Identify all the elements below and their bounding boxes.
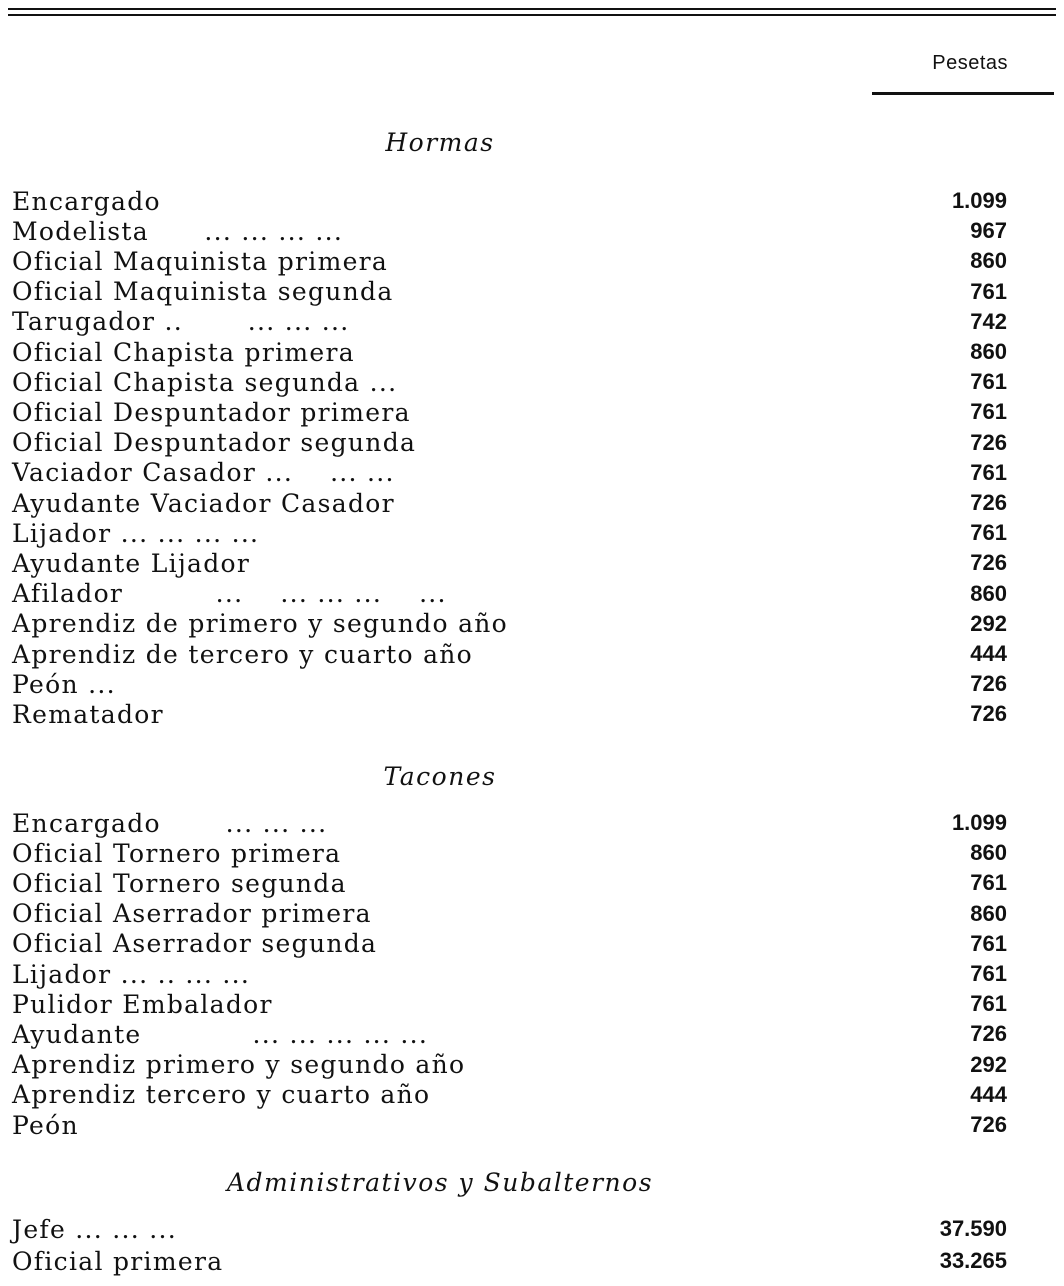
table-row [12,1080,1007,1110]
job-title: Ayudante ... ... ... ... ... [12,1019,429,1049]
table-row [12,929,1007,959]
job-title: Oficial Maquinista primera [12,246,389,276]
salary-value: 444 [970,1081,1007,1107]
job-title: Tarugador .. ... ... ... [12,307,350,337]
job-title: Afilador ... ... ... ... ... [12,579,447,609]
table-row [12,397,1007,427]
table-row [12,609,1007,639]
salary-value: 742 [970,308,1007,334]
salary-value: 292 [970,1051,1007,1077]
job-title: Encargado ... ... ... [12,808,328,838]
job-title: Oficial Chapista segunda ... [12,367,398,397]
table-row [12,548,1007,578]
table-row [12,216,1007,246]
job-title: Oficial Despuntador segunda [12,428,417,458]
job-title: Modelista ... ... ... ... [12,216,344,246]
salary-value: 860 [970,248,1007,274]
salary-value: 1.099 [951,810,1007,835]
salary-value: 761 [970,520,1007,546]
table-row [12,868,1007,898]
job-title: Oficial Chapista primera [12,337,355,367]
table-row [12,959,1007,989]
salary-value: 726 [970,701,1007,727]
top-rule-secondary [8,14,1056,16]
salary-value: 761 [970,278,1007,304]
job-title: Oficial Despuntador primera [12,397,411,427]
table-row [12,307,1007,337]
table-row [12,669,1007,699]
job-title: Rematador [12,699,164,729]
job-title: Lijador ... .. ... ... [12,959,251,989]
section-title: Tacones [383,762,497,791]
job-title: Oficial Tornero segunda [12,868,347,898]
table-row [12,808,1007,838]
table-row [12,639,1007,669]
salary-value: 761 [970,961,1007,986]
job-title: Peón ... [12,669,116,699]
salary-value: 860 [970,580,1007,606]
job-title: Ayudante Lijador [12,548,251,578]
job-title: Oficial Aserrador segunda [12,929,378,959]
job-title: Encargado [12,186,161,216]
salary-value: 860 [970,840,1007,866]
salary-value: 292 [970,610,1007,636]
salary-value: 761 [970,459,1007,485]
job-title: Peón [12,1110,79,1140]
job-title: Aprendiz de tercero y cuarto año [12,639,474,669]
salary-value: 726 [970,671,1007,697]
job-title: Ayudante Vaciador Casador [12,488,395,518]
table-row [12,246,1007,276]
table-row [12,899,1007,929]
section-title: Hormas [385,128,495,157]
salary-value: 726 [970,1021,1007,1047]
table-row [12,337,1007,367]
salary-value: 1.099 [951,188,1007,213]
table-row [12,428,1007,458]
salary-value: 726 [970,429,1007,455]
table-row [12,699,1007,729]
table-row [12,989,1007,1019]
salary-value: 761 [970,369,1007,395]
column-header-rule [872,92,1054,95]
table-row [12,186,1007,216]
salary-value: 761 [970,870,1007,896]
job-title: Oficial primera [12,1246,224,1276]
job-title: Oficial Aserrador primera [12,899,372,929]
salary-value: 726 [970,490,1007,515]
job-title: Pulidor Embalador [12,989,273,1019]
salary-value: 860 [970,900,1007,926]
salary-value: 33.265 [939,1248,1007,1273]
job-title: Vaciador Casador ... ... ... [12,458,395,488]
salary-value: 761 [970,930,1007,956]
table-row [12,458,1007,488]
table-row [12,579,1007,609]
top-rule [8,8,1056,10]
salary-value: 444 [970,641,1007,666]
job-title: Oficial Tornero primera [12,838,342,868]
table-row [12,488,1007,518]
table-row [12,1110,1007,1140]
table-row [12,277,1007,307]
salary-value: 761 [970,991,1007,1017]
section-title: Administrativos y Subalternos [226,1168,654,1197]
table-row [12,367,1007,397]
table-row [12,838,1007,868]
table-row [12,1246,1007,1276]
table-row [12,1050,1007,1080]
job-title: Aprendiz tercero y cuarto año [12,1080,431,1110]
job-title: Aprendiz de primero y segundo año [12,609,509,639]
job-title: Jefe ... ... ... [12,1214,178,1244]
job-title: Oficial Maquinista segunda [12,277,394,307]
salary-value: 726 [970,550,1007,576]
salary-value: 860 [970,339,1007,364]
job-title: Aprendiz primero y segundo año [12,1050,466,1080]
salary-value: 726 [970,1112,1007,1137]
table-row [12,1019,1007,1049]
table-row [12,518,1007,548]
salary-value: 967 [970,218,1007,244]
table-row [12,1214,1007,1244]
salary-value: 37.590 [939,1216,1007,1241]
job-title: Lijador ... ... ... ... [12,518,260,548]
currency-column-header: Pesetas [932,52,1008,74]
salary-value: 761 [970,399,1007,425]
